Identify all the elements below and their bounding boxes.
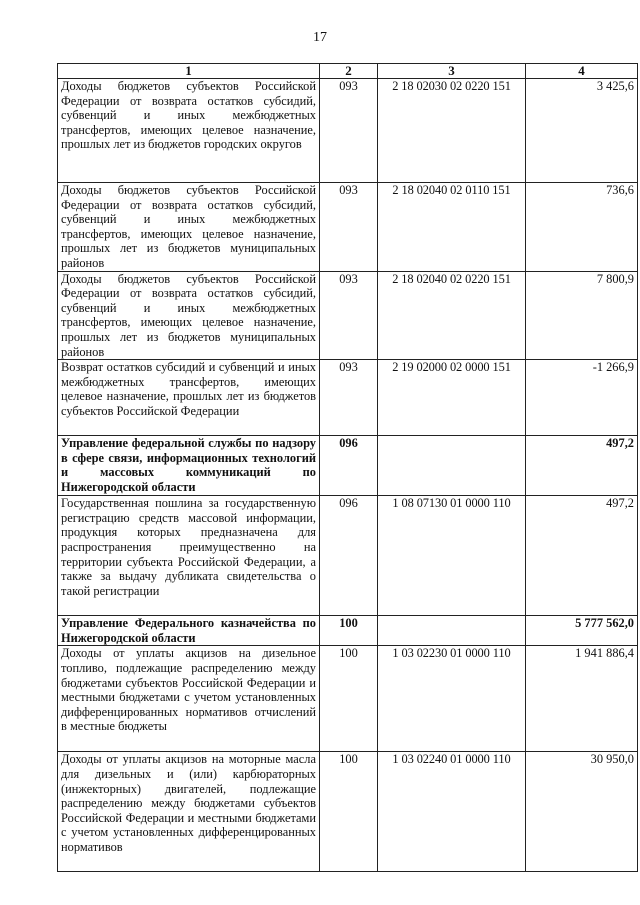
- row-name-cell: Возврат остатков субсидий и субвенций и иных межбюджетных трансфертов, имеющих целевое назначение, прошлых лет из бюджетов субъектов Российской Федерации: [58, 360, 320, 436]
- row-name-cell: Доходы бюджетов субъектов Российской Федерации от возврата остатков субсидий, субвенций и иных межбюджетных трансфертов, имеющих целевое назначение, прошлых лет из бюджетов муниципальных районов: [58, 271, 320, 360]
- row-amount-cell: 497,2: [526, 496, 638, 616]
- row-code-cell: [378, 616, 526, 646]
- row-admin-cell: 100: [320, 616, 378, 646]
- page-number: 17: [313, 30, 327, 45]
- row-code-cell: 1 08 07130 01 0000 110: [378, 496, 526, 616]
- table-row: [58, 646, 638, 752]
- row-code-cell: 2 19 02000 02 0000 151: [378, 360, 526, 436]
- table-row: [58, 360, 638, 436]
- row-name-cell: Доходы от уплаты акцизов на дизельное топливо, подлежащие распределению между бюджетами субъектов Российской Федерации и местными бюджетами с учетом установленных дифференцированных нормативов отчислений в местные бюджеты: [58, 646, 320, 752]
- header-col-2: 2: [320, 64, 378, 79]
- row-amount-cell: 736,6: [526, 183, 638, 272]
- row-name-cell: Доходы от уплаты акцизов на моторные масла для дизельных и (или) карбюраторных (инжекторных) двигателей, подлежащие распределению между бюджетами субъектов Российской Федерации и местными бюджетами с учетом установленных дифференцированных нормативов: [58, 752, 320, 872]
- row-admin-cell: 096: [320, 496, 378, 616]
- table-body: [58, 79, 638, 872]
- revenue-table: [57, 63, 638, 872]
- header-col-4: 4: [526, 64, 638, 79]
- row-admin-cell: 093: [320, 79, 378, 183]
- row-amount-cell: 1 941 886,4: [526, 646, 638, 752]
- row-code-cell: 2 18 02040 02 0220 151: [378, 271, 526, 360]
- row-code-cell: 2 18 02040 02 0110 151: [378, 183, 526, 272]
- row-admin-cell: 093: [320, 183, 378, 272]
- table-row: [58, 436, 638, 496]
- row-admin-cell: 093: [320, 271, 378, 360]
- row-amount-cell: 30 950,0: [526, 752, 638, 872]
- row-admin-cell: 096: [320, 436, 378, 496]
- row-admin-cell: 100: [320, 646, 378, 752]
- row-code-cell: 1 03 02240 01 0000 110: [378, 752, 526, 872]
- row-amount-cell: 7 800,9: [526, 271, 638, 360]
- row-name-cell: Управление Федерального казначейства по Нижегородской области: [58, 616, 320, 646]
- row-amount-cell: 5 777 562,0: [526, 616, 638, 646]
- header-col-1: 1: [58, 64, 320, 79]
- row-code-cell: [378, 436, 526, 496]
- header-col-3: 3: [378, 64, 526, 79]
- row-name-cell: Государственная пошлина за государственную регистрацию средств массовой информации, продукция которых предназначена для распространения преимущественно на территории субъекта Российской Федерации, а также за выдачу дубликата свидетельства о такой регистрации: [58, 496, 320, 616]
- table-row: [58, 183, 638, 272]
- header-row: [58, 64, 638, 79]
- row-code-cell: 2 18 02030 02 0220 151: [378, 79, 526, 183]
- row-amount-cell: 3 425,6: [526, 79, 638, 183]
- row-admin-cell: 093: [320, 360, 378, 436]
- table-row: [58, 616, 638, 646]
- row-amount-cell: 497,2: [526, 436, 638, 496]
- table-header: [58, 64, 638, 79]
- row-code-cell: 1 03 02230 01 0000 110: [378, 646, 526, 752]
- row-admin-cell: 100: [320, 752, 378, 872]
- table-row: [58, 752, 638, 872]
- row-name-cell: Управление федеральной службы по надзору в сфере связи, информационных технологий и массовых коммуникаций по Нижегородской области: [58, 436, 320, 496]
- table-row: [58, 79, 638, 183]
- row-name-cell: Доходы бюджетов субъектов Российской Федерации от возврата остатков субсидий, субвенций и иных межбюджетных трансфертов, имеющих целевое назначение, прошлых лет из бюджетов муниципальных районов: [58, 183, 320, 272]
- table-row: [58, 271, 638, 360]
- table-row: [58, 496, 638, 616]
- row-amount-cell: -1 266,9: [526, 360, 638, 436]
- row-name-cell: Доходы бюджетов субъектов Российской Федерации от возврата остатков субсидий, субвенций и иных межбюджетных трансфертов, имеющих целевое назначение, прошлых лет из бюджетов городских округов: [58, 79, 320, 183]
